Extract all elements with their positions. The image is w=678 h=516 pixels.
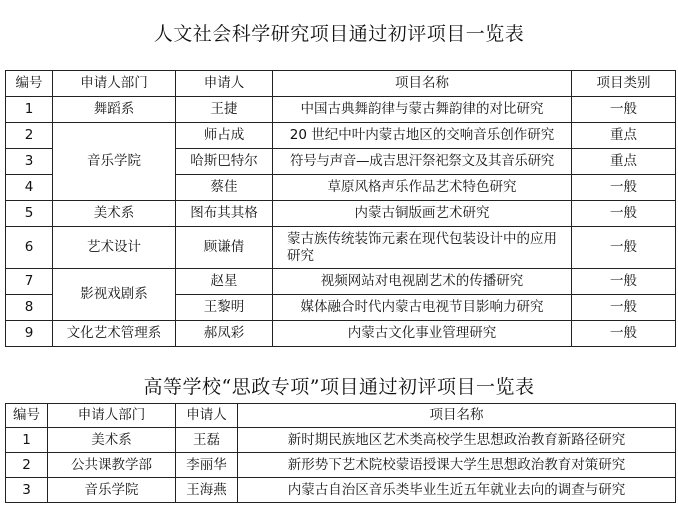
project-table-ideological	[5, 403, 676, 503]
table-row	[6, 269, 676, 295]
cell-category: 一般	[572, 175, 676, 201]
cell-no: 2	[6, 123, 53, 149]
cell-no: 5	[6, 201, 53, 227]
table-row	[6, 321, 676, 347]
cell-project: 草原风格声乐作品艺术特色研究	[273, 175, 572, 201]
table-row	[6, 227, 676, 269]
cell-category: 重点	[572, 123, 676, 149]
cell-dept: 音乐学院	[48, 478, 176, 503]
header-project: 项目名称	[238, 404, 676, 428]
cell-project: 新形势下艺术院校蒙语授课大学生思想政治教育对策研究	[238, 453, 676, 478]
header-no: 编号	[6, 404, 48, 428]
cell-category: 重点	[572, 149, 676, 175]
header-person: 申请人	[176, 404, 238, 428]
cell-project: 中国古典舞韵律与蒙古舞韵律的对比研究	[273, 97, 572, 123]
table-header-row	[6, 404, 676, 428]
cell-person: 图布其其格	[176, 201, 273, 227]
cell-no: 6	[6, 227, 53, 269]
table-row	[6, 478, 676, 503]
cell-no: 7	[6, 269, 53, 295]
cell-no: 3	[6, 478, 48, 503]
header-category: 项目类别	[572, 71, 676, 97]
cell-person: 蔡佳	[176, 175, 273, 201]
header-project: 项目名称	[273, 71, 572, 97]
cell-project: 内蒙古铜版画艺术研究	[273, 201, 572, 227]
cell-project: 20 世纪中叶内蒙古地区的交响音乐创作研究	[273, 123, 572, 149]
cell-person: 郝凤彩	[176, 321, 273, 347]
cell-project: 媒体融合时代内蒙古电视节目影响力研究	[273, 295, 572, 321]
project-table-humanities	[5, 70, 676, 347]
cell-project: 蒙古族传统装饰元素在现代包装设计中的应用研究	[273, 227, 572, 269]
cell-category: 一般	[572, 201, 676, 227]
cell-dept: 美术系	[48, 428, 176, 453]
cell-no: 8	[6, 295, 53, 321]
cell-project: 视频网站对电视剧艺术的传播研究	[273, 269, 572, 295]
cell-person: 哈斯巴特尔	[176, 149, 273, 175]
cell-dept: 公共课教学部	[48, 453, 176, 478]
cell-project: 符号与声音—成吉思汗祭祀祭文及其音乐研究	[273, 149, 572, 175]
table-row	[6, 97, 676, 123]
cell-no: 9	[6, 321, 53, 347]
cell-person: 赵星	[176, 269, 273, 295]
cell-dept: 影视戏剧系	[53, 269, 176, 321]
cell-dept: 美术系	[53, 201, 176, 227]
header-no: 编号	[6, 71, 53, 97]
table-row	[6, 428, 676, 453]
cell-no: 4	[6, 175, 53, 201]
cell-person: 王海燕	[176, 478, 238, 503]
table1-title: 人文社会科学研究项目通过初评项目一览表	[153, 23, 525, 45]
cell-project: 内蒙古自治区音乐类毕业生近五年就业去向的调查与研究	[238, 478, 676, 503]
cell-person: 李丽华	[176, 453, 238, 478]
table-row	[6, 123, 676, 149]
cell-no: 2	[6, 453, 48, 478]
cell-category: 一般	[572, 97, 676, 123]
cell-dept: 文化艺术管理系	[53, 321, 176, 347]
cell-person: 王捷	[176, 97, 273, 123]
cell-person: 王黎明	[176, 295, 273, 321]
cell-person: 王磊	[176, 428, 238, 453]
table-header-row	[6, 71, 676, 97]
cell-dept: 舞蹈系	[53, 97, 176, 123]
cell-project: 内蒙古文化事业管理研究	[273, 321, 572, 347]
table2-title: 高等学校“思政专项”项目通过初评项目一览表	[143, 376, 535, 398]
cell-dept: 艺术设计	[53, 227, 176, 269]
cell-dept: 音乐学院	[53, 123, 176, 201]
cell-project: 新时期民族地区艺术类高校学生思想政治教育新路径研究	[238, 428, 676, 453]
table-row	[6, 453, 676, 478]
cell-person: 师占成	[176, 123, 273, 149]
cell-no: 1	[6, 97, 53, 123]
cell-category: 一般	[572, 227, 676, 269]
cell-no: 3	[6, 149, 53, 175]
cell-person: 顾谦倩	[176, 227, 273, 269]
cell-category: 一般	[572, 295, 676, 321]
cell-no: 1	[6, 428, 48, 453]
header-dept: 申请人部门	[48, 404, 176, 428]
cell-category: 一般	[572, 269, 676, 295]
header-dept: 申请人部门	[53, 71, 176, 97]
header-person: 申请人	[176, 71, 273, 97]
cell-category: 一般	[572, 321, 676, 347]
table-row	[6, 201, 676, 227]
